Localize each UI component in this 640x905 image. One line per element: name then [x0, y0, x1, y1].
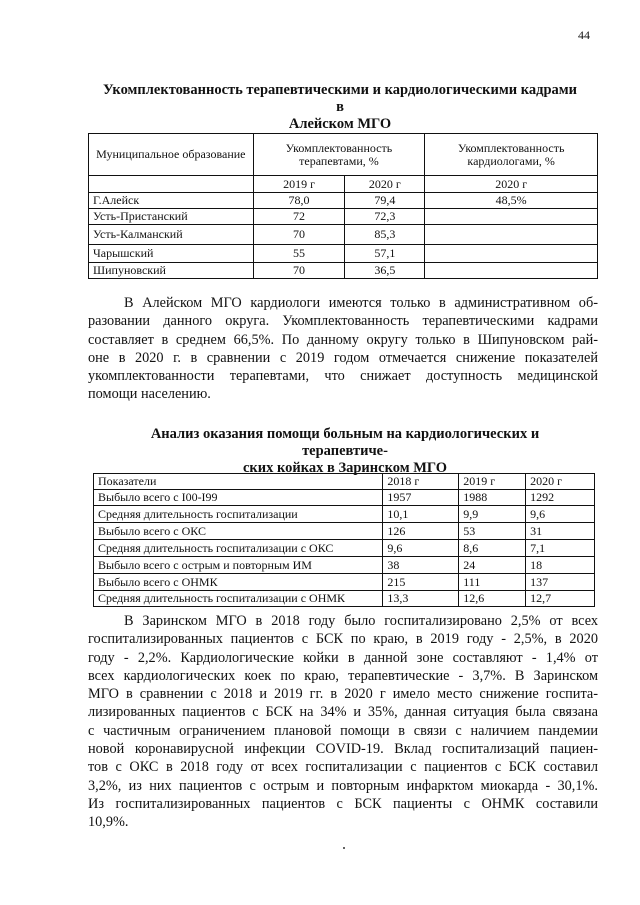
paragraph-line: 10,9%. — [88, 814, 129, 831]
cardio-value — [425, 209, 598, 225]
value-2018: 1957 — [383, 490, 459, 506]
table1-title-line: Укомплектованность терапевтическими и кардиологическими кадрами в — [102, 82, 578, 115]
paragraph-hospitalization — [88, 612, 598, 832]
indicator-label: Выбыло всего с ОНМК — [94, 574, 383, 591]
paragraph-line: госпитализированных пациентов с БСК по краю, в 2019 году - 2,5%, в 2020 — [88, 631, 598, 648]
header-2019: 2019 г — [459, 474, 526, 490]
hospital-beds-table — [93, 473, 595, 607]
value-2018: 38 — [383, 557, 459, 574]
table-header-row — [94, 474, 595, 490]
value-2019: 78,0 — [253, 193, 345, 209]
table-row — [89, 263, 598, 279]
value-2018: 9,6 — [383, 540, 459, 557]
municipality-name: Чарышский — [89, 245, 254, 263]
paragraph-line: году - 2,2%. Кардиологические койки в данной зоне составляют - 1,4% от — [88, 649, 598, 666]
page-number: 44 — [578, 28, 590, 42]
municipality-name: Усть-Калманский — [89, 225, 254, 245]
header-2018: 2018 г — [383, 474, 459, 490]
table-row — [89, 245, 598, 263]
indicator-label: Выбыло всего с ОКС — [94, 523, 383, 540]
header-therapists: Укомплектованность терапевтами, % — [253, 134, 425, 176]
value-2020: 72,3 — [345, 209, 425, 225]
value-2020: 1292 — [526, 490, 595, 506]
table-row — [94, 540, 595, 557]
header-indicator: Показатели — [94, 474, 383, 490]
table-row — [94, 490, 595, 506]
paragraph-line: всех кардиологических коек по краю, терапевтические - 3,7%. В Заринском — [88, 667, 598, 684]
header-municipality: Муниципальное образование — [89, 134, 254, 176]
table-row — [89, 225, 598, 245]
paragraph-line: тов с ОКС в 2018 году от всех госпитализации с пациентов с БСК составил — [88, 759, 598, 776]
cardio-value — [425, 225, 598, 245]
year-header: 2019 г — [253, 176, 345, 193]
table1-title-line: Алейском МГО — [288, 116, 392, 132]
municipality-name: Усть-Пристанский — [89, 209, 254, 225]
staffing-table — [88, 133, 598, 279]
value-2019: 53 — [459, 523, 526, 540]
value-2020: 36,5 — [345, 263, 425, 279]
paragraph-line: Из госпитализированных пациентов с БСК пациенты с ОНМК составили — [88, 795, 598, 812]
value-2019: 111 — [459, 574, 526, 591]
cardio-value — [425, 263, 598, 279]
paragraph-line: МГО в сравнении с 2018 и 2019 гг. в 2020 г имело место снижение госпита- — [88, 686, 598, 703]
header-cardiologists: Укомплектованность кардиологами, % — [425, 134, 598, 176]
table2-title — [110, 426, 580, 477]
paragraph-line: помощи населению. — [88, 386, 211, 403]
indicator-label: Выбыло всего с острым и повторным ИМ — [94, 557, 383, 574]
paragraph-line: составляет в среднем 66,5%. По данному округу только в Шипуновском рай- — [88, 331, 598, 348]
value-2020: 31 — [526, 523, 595, 540]
table-row — [89, 193, 598, 209]
paragraph-line: 3,2%, из них пациентов с острым и повторным инфарктом миокарда - 30,1%. — [88, 777, 598, 794]
paragraph-staffing — [88, 294, 598, 404]
value-2019: 24 — [459, 557, 526, 574]
paragraph-line: В Алейском МГО кардиологи имеются только в административном об- — [124, 295, 598, 311]
value-2020: 137 — [526, 574, 595, 591]
municipality-name: Шипуновский — [89, 263, 254, 279]
indicator-label: Выбыло всего с I00-I99 — [94, 490, 383, 506]
cardio-value: 48,5% — [425, 193, 598, 209]
indicator-label: Средняя длительность госпитализации с ОНМК — [94, 591, 383, 607]
value-2018: 126 — [383, 523, 459, 540]
paragraph-line: новой коронавирусной инфекции COVID-19. Вклад госпитализаций пациен- — [88, 741, 598, 758]
value-2020: 85,3 — [345, 225, 425, 245]
table-row — [94, 591, 595, 607]
value-2019: 70 — [253, 263, 345, 279]
value-2019: 12,6 — [459, 591, 526, 607]
table-row — [94, 557, 595, 574]
value-2018: 215 — [383, 574, 459, 591]
paragraph-line: укомплектованности терапевтами, что снижает доступность медицинской — [88, 368, 598, 385]
value-2018: 10,1 — [383, 506, 459, 523]
indicator-label: Средняя длительность госпитализации с ОКС — [94, 540, 383, 557]
paragraph-line: лизированных пациентов с БСК на 34% и 35%, данная ситуация была связана — [88, 704, 598, 721]
paragraph-line: В Заринском МГО в 2018 году было госпитализировано 2,5% от всех — [124, 613, 598, 629]
value-2019: 9,9 — [459, 506, 526, 523]
table-row — [89, 209, 598, 225]
value-2020: 12,7 — [526, 591, 595, 607]
value-2020: 9,6 — [526, 506, 595, 523]
table-row — [94, 506, 595, 523]
paragraph-line: с частичным ограничением плановой помощи в связи с наличием пандемии — [88, 722, 598, 739]
year-header: 2020 г — [345, 176, 425, 193]
table1-title — [100, 82, 580, 133]
indicator-label: Средняя длительность госпитализации — [94, 506, 383, 523]
value-2020: 57,1 — [345, 245, 425, 263]
scan-dot — [343, 847, 345, 849]
value-2019: 1988 — [459, 490, 526, 506]
table-row — [94, 523, 595, 540]
cardio-value — [425, 245, 598, 263]
year-header: 2020 г — [425, 176, 598, 193]
value-2020: 79,4 — [345, 193, 425, 209]
value-2020: 18 — [526, 557, 595, 574]
paragraph-line: разовании данного округа. Укомплектованность терапевтическими кадрами — [88, 313, 598, 330]
value-2019: 72 — [253, 209, 345, 225]
paragraph-line: оне в 2020 г. в сравнении с 2019 годом отмечается снижение показателей — [88, 349, 598, 366]
table2-title-line: Анализ оказания помощи больным на кардиологических и терапевтиче- — [150, 426, 540, 459]
value-2019: 8,6 — [459, 540, 526, 557]
value-2019: 55 — [253, 245, 345, 263]
value-2018: 13,3 — [383, 591, 459, 607]
empty-cell — [89, 176, 254, 193]
table2-title-line: ских койках в Заринском МГО — [242, 460, 448, 476]
header-2020: 2020 г — [526, 474, 595, 490]
municipality-name: Г.Алейск — [89, 193, 254, 209]
table-row — [94, 574, 595, 591]
value-2019: 70 — [253, 225, 345, 245]
value-2020: 7,1 — [526, 540, 595, 557]
